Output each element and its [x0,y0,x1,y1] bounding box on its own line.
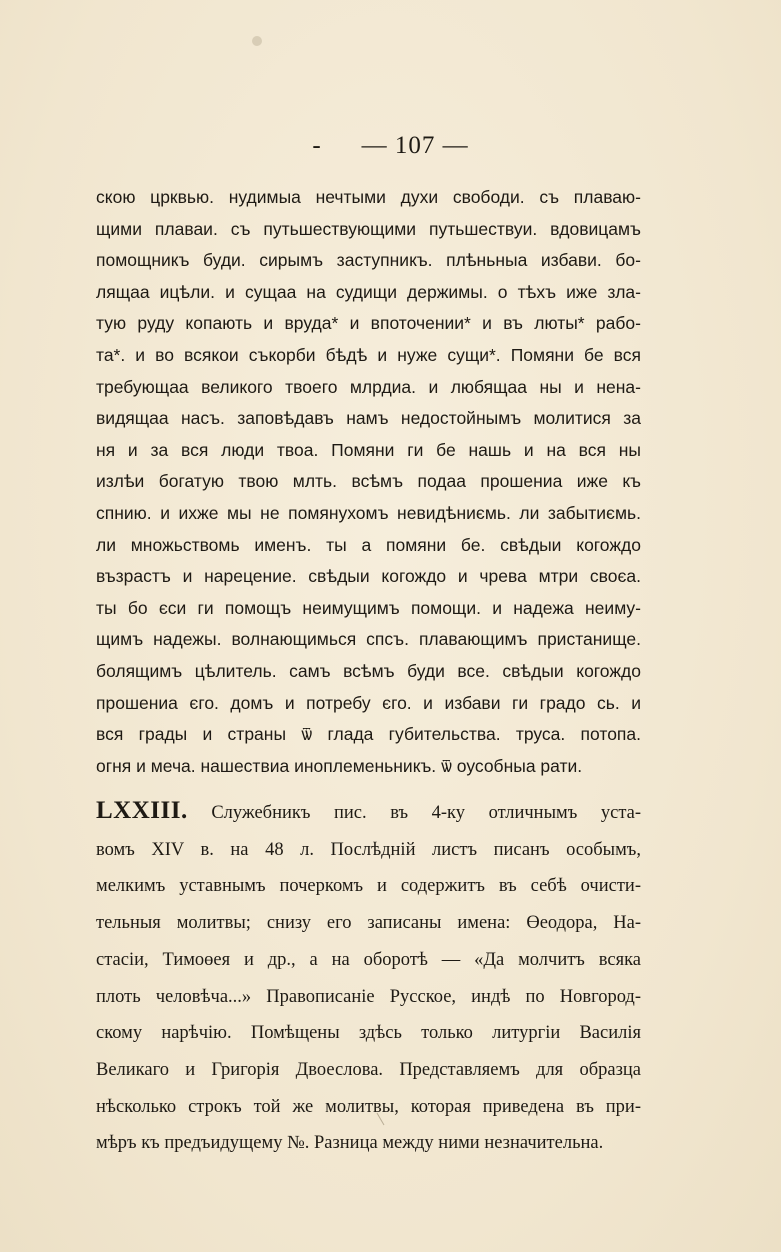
section-line: скому нарѣчію. Помѣщены здѣсь только литургіи Василія [96,1023,641,1044]
section-line: мѣръ къ предъидущему №. Разница между ними незначительна. [96,1133,604,1154]
page-number: — 107 — [361,132,469,159]
text-line: ты бо єси ги помощъ неимущимъ помощи. и надежа неиму- [96,597,641,618]
text-line: щимъ надежы. волнающимься спсъ. плавающимъ пристанище. [96,629,641,650]
text-line: ли множьствомь именъ. ты а помяни бе. свѣдыи когождо [96,534,641,555]
text-line: ня и за вся люди твоа. Помяни ги бе нашь и на вся ны [96,439,641,460]
header-dash: - [312,132,322,159]
text-line: спнию. и ихже мы не помянухомъ невидѣниємь. ли забытиємь. [96,502,641,523]
section-line: мелкимъ уставнымъ почеркомъ и содержитъ въ себѣ очисти- [96,876,641,897]
page-header [0,132,781,160]
section-first-line-text: Служебникъ пис. въ 4-ку отличнымъ уста- [211,803,641,823]
section-line: плоть человѣча...» Правописаніе Русское, индѣ по Новгород- [96,986,641,1007]
text-line: лящаа ицѣли. и сущаа на судищи держимы. о тѣхъ иже зла- [96,281,641,302]
paper-stain [252,36,262,46]
slavonic-text-block [96,182,641,782]
text-line: щими плаваи. съ путьшествующими путьшествуи. вдовицамъ [96,218,641,239]
text-line: видящаа насъ. заповѣдавъ намъ недостойнымъ молитися за [96,408,641,429]
text-line: огня и меча. нашествиа иноплеменьникъ. ѿ оусобныа рати. [96,755,583,776]
text-line: помощникъ буди. сирымъ заступникъ. плѣньныа избави. бо- [96,250,641,271]
text-line: тую руду копають и вруда* и впоточении* и въ люты* рабо- [96,313,641,334]
text-line: излѣи богатую твою млть. всѣмъ подаа прошениа иже къ [96,471,641,492]
section-entry [96,793,641,1162]
section-first-line [96,793,641,832]
text-line: вся грады и страны ѿ глада губительства. труса. потопа. [96,724,641,745]
section-line: нѣсколько строкъ той же молитвы, которая приведена въ при- [96,1096,641,1117]
text-line: та*. и во всякои съкорби бѣдѣ и нуже сущи*. Помяни бе вся [96,344,641,365]
section-line: тельныя молитвы; снизу его записаны имена: Өеодора, На- [96,913,641,934]
text-line: прошениа єго. домъ и потребу єго. и избави ги градо сь. и [96,692,641,713]
section-line: вомъ XIV в. на 48 л. Послѣдній листъ писанъ особымъ, [96,839,641,860]
text-line: болящимъ цѣлитель. самъ всѣмъ буди все. свѣдыи когождо [96,660,641,681]
section-line: Великаго и Григорія Двоеслова. Представляемъ для образца [96,1059,641,1080]
section-number: LXXIII. [96,797,188,824]
text-line: скою црквью. нудимыа нечтыми духи свободи. съ плаваю- [96,187,641,207]
text-line: възрастъ и нарецение. свѣдыи когождо и чрева мтри своєа. [96,566,641,587]
section-line: стасіи, Тимоөея и др., а на оборотѣ — «Да молчитъ всяка [96,949,641,970]
text-line: требующаа великого твоего млрдиа. и любящаа ны и нена- [96,376,641,397]
